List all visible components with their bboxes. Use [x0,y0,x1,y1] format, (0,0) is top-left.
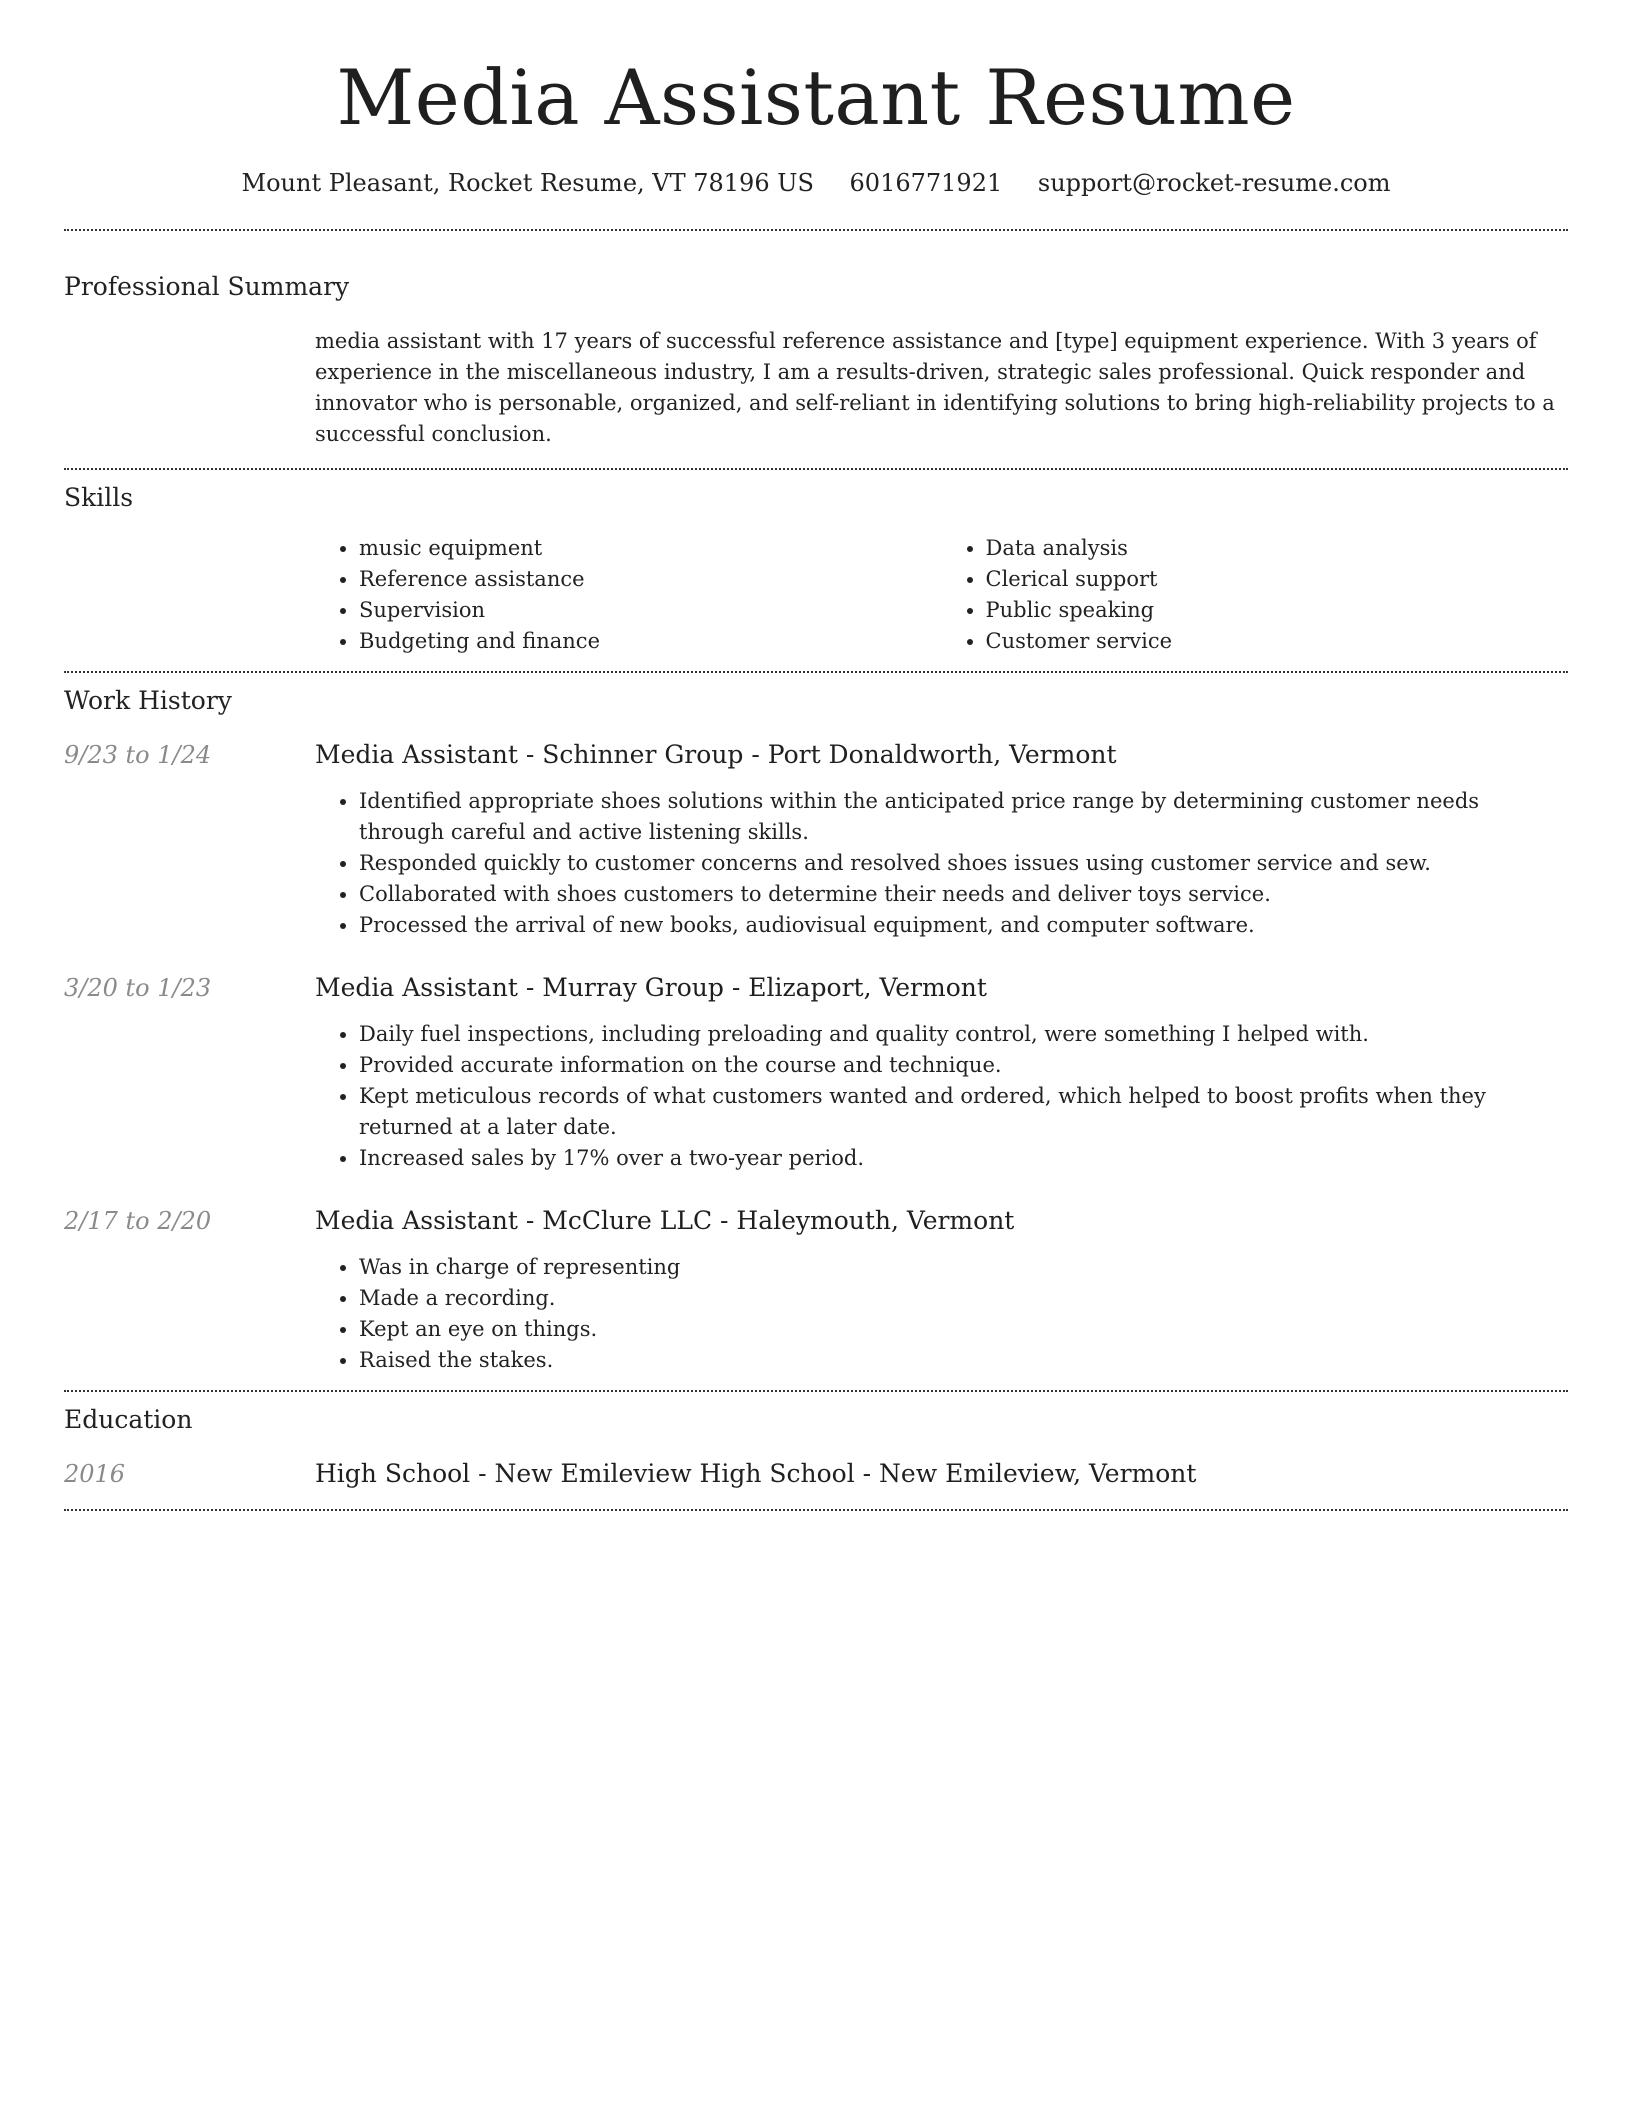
job-bullets-row [64,1252,1568,1376]
job-left-spacer [64,786,315,941]
job-header-row [64,1204,1568,1238]
contact-email: support@rocket-resume.com [1037,169,1391,197]
skill-item: • Public speaking [986,595,1569,626]
skill-item: • Budgeting and finance [359,626,942,657]
skill-item: • Supervision [359,595,942,626]
summary-heading: Professional Summary [64,271,350,301]
skill-item: • Customer service [986,626,1569,657]
job-bullet: • Was in charge of representing [359,1252,1568,1283]
job-entry [64,1204,1568,1376]
job-bullet: • Responded quickly to customer concerns and resolved shoes issues using customer service and sew. [359,848,1568,879]
job-entry [64,971,1568,1174]
summary-body [315,326,1568,450]
resume-title: Media Assistant Resume [336,53,1296,142]
job-left-spacer [64,1252,315,1376]
work-section [64,673,1568,1390]
job-bullets [315,786,1568,941]
skills-section [64,470,1568,671]
job-bullet: • Daily fuel inspections, including preloading and quality control, were something I helped with. [359,1019,1568,1050]
job-bullet: • Processed the arrival of new books, audiovisual equipment, and computer software. [359,910,1568,941]
job-dates: 9/23 to 1/24 [64,740,212,769]
job-bullet: • Made a recording. [359,1283,1568,1314]
education-year: 2016 [64,1459,126,1488]
skills-row [64,533,1568,657]
job-bullet: • Raised the stakes. [359,1345,1568,1376]
job-header-row [64,738,1568,772]
education-section [64,1392,1568,1509]
job-left-spacer [64,1019,315,1174]
skills-list-left [315,533,942,657]
job-bullets-row [64,786,1568,941]
job-title: Media Assistant - Schinner Group - Port Donaldworth, Vermont [315,739,1117,769]
job-bullet: • Collaborated with shoes customers to determine their needs and deliver toys service. [359,879,1568,910]
education-title: High School - New Emileview High School - New Emileview, Vermont [315,1458,1197,1488]
skill-item: • Data analysis [986,533,1569,564]
summary-section [64,231,1568,468]
job-header-row [64,971,1568,1005]
contact-address: Mount Pleasant, Rocket Resume, VT 78196 US [241,169,814,197]
skill-item: • music equipment [359,533,942,564]
job-entry [64,738,1568,941]
resume-header [64,0,1568,201]
summary-row [64,326,1568,450]
skills-list-right [942,533,1569,657]
job-title: Media Assistant - Murray Group - Elizaport, Vermont [315,972,987,1002]
contact-phone: 6016771921 [849,169,1003,197]
job-bullets [315,1252,1568,1376]
job-title: Media Assistant - McClure LLC - Haleymouth, Vermont [315,1205,1015,1235]
job-dates: 2/17 to 2/20 [64,1206,212,1235]
skills-heading: Skills [64,482,134,512]
job-bullets-row [64,1019,1568,1174]
job-dates: 3/20 to 1/23 [64,973,212,1002]
job-bullet: • Provided accurate information on the course and technique. [359,1050,1568,1081]
education-entry [64,1457,1568,1491]
work-heading: Work History [64,685,232,715]
contact-line [64,167,1568,201]
job-bullets [315,1019,1568,1174]
skill-item: • Reference assistance [359,564,942,595]
skills-left-spacer [64,533,315,657]
summary-text: media assistant with 17 years of successful reference assistance and [type] equipment experience. With 3 years of experience in the miscellaneous industry, I am a results-driven, strategic sales professional. Quick responder and innovator who is personable, organized, and self-reliant in identifying solutions to bring high-reliability projects to a successful conclusion. [315,328,1555,446]
skills-grid [315,533,1568,657]
education-heading: Education [64,1404,193,1434]
skill-item: • Clerical support [986,564,1569,595]
summary-left-spacer [64,326,315,450]
job-bullet: • Increased sales by 17% over a two-year period. [359,1143,1568,1174]
job-bullet: • Identified appropriate shoes solutions within the anticipated price range by determining customer needs through careful and active listening skills. [359,786,1568,848]
education-divider [64,1509,1568,1511]
job-bullet: • Kept an eye on things. [359,1314,1568,1345]
job-bullet: • Kept meticulous records of what customers wanted and ordered, which helped to boost profits when they returned at a later date. [359,1081,1568,1143]
